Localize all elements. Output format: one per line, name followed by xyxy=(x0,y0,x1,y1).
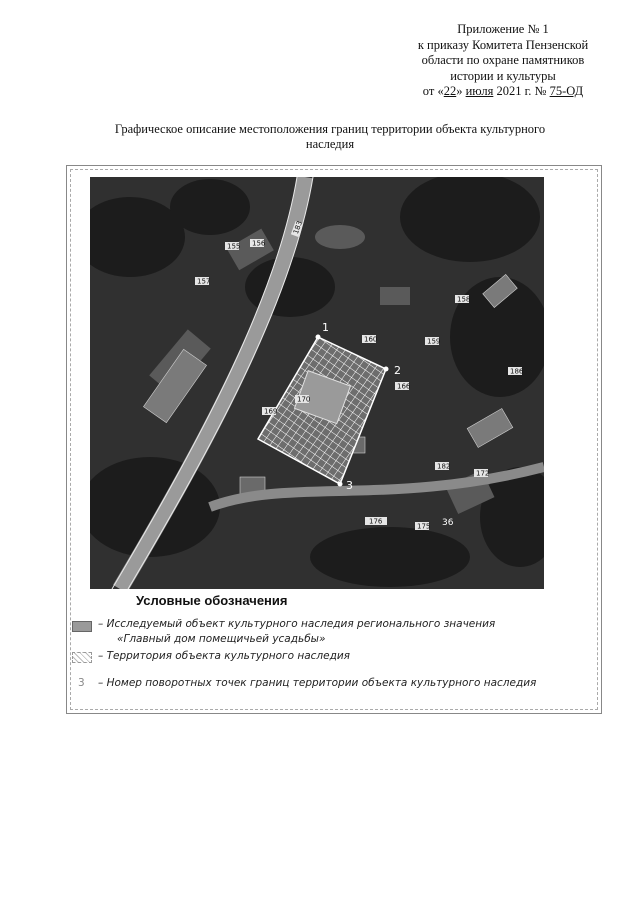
legend-item-label: – Исследуемый объект культурного наследия регионального значения xyxy=(98,618,496,630)
parcel-label: 157 xyxy=(197,277,211,286)
map-svg xyxy=(90,177,544,589)
header-date-line xyxy=(392,84,614,100)
parcel-label: 176 xyxy=(369,517,383,526)
point-label: 1 xyxy=(322,321,329,334)
title-line: наследия xyxy=(305,137,355,151)
document-title xyxy=(60,122,600,152)
title-line: Графическое описание местоположения границ территории объекта культурного xyxy=(114,122,546,136)
legend-item-turning-points xyxy=(72,677,602,691)
date-mid: » xyxy=(456,84,466,98)
header-line: к приказу Комитета Пензенской xyxy=(417,37,589,52)
legend-title: Условные обозначения xyxy=(136,593,288,608)
corner-label: 36 xyxy=(442,518,454,528)
legend-item-territory xyxy=(72,650,592,664)
parcel-label: 182 xyxy=(437,462,451,471)
header-line: Приложение № 1 xyxy=(457,22,549,36)
legend-item-label: «Главный дом помещичьей усадьбы» xyxy=(117,633,326,645)
parcel-label: 166 xyxy=(397,382,411,391)
date-month: июля xyxy=(465,84,494,98)
point-label: 2 xyxy=(394,364,401,377)
legend-item-heritage-object xyxy=(72,618,592,632)
parcel-label: 156 xyxy=(252,239,266,248)
date-year: 2021 г. № xyxy=(493,84,550,98)
header-line: области по охране памятников xyxy=(421,53,585,67)
gray-fill-symbol-icon xyxy=(72,621,92,632)
parcel-label: 175 xyxy=(417,522,431,531)
order-header xyxy=(392,22,614,100)
parcel-label: 159 xyxy=(427,337,441,346)
header-line: истории и культуры xyxy=(450,68,556,83)
point-label: 3 xyxy=(346,479,353,492)
parcel-label: 155 xyxy=(227,242,241,251)
legend-item-heritage-object-name xyxy=(117,633,325,645)
parcel-label: 170 xyxy=(297,395,311,404)
parcel-label: 183 xyxy=(292,219,305,236)
parcel-label: 169 xyxy=(264,407,278,416)
legend-item-label: – Территория объекта культурного наследия xyxy=(98,650,350,662)
order-number: 75-ОД xyxy=(549,84,584,98)
date-prefix: от « xyxy=(422,84,444,98)
aerial-map xyxy=(90,177,544,589)
legend-item-label: – Номер поворотных точек границ территории объекта культурного наследия xyxy=(98,677,537,689)
parcel-label: 172 xyxy=(476,469,490,478)
hatched-area-symbol-icon xyxy=(72,652,92,663)
point-number-symbol: 3 xyxy=(78,677,85,689)
parcel-label: 158 xyxy=(457,295,471,304)
parcel-label: 186 xyxy=(510,367,524,376)
date-day: 22 xyxy=(443,84,457,98)
parcel-label: 160 xyxy=(364,335,378,344)
